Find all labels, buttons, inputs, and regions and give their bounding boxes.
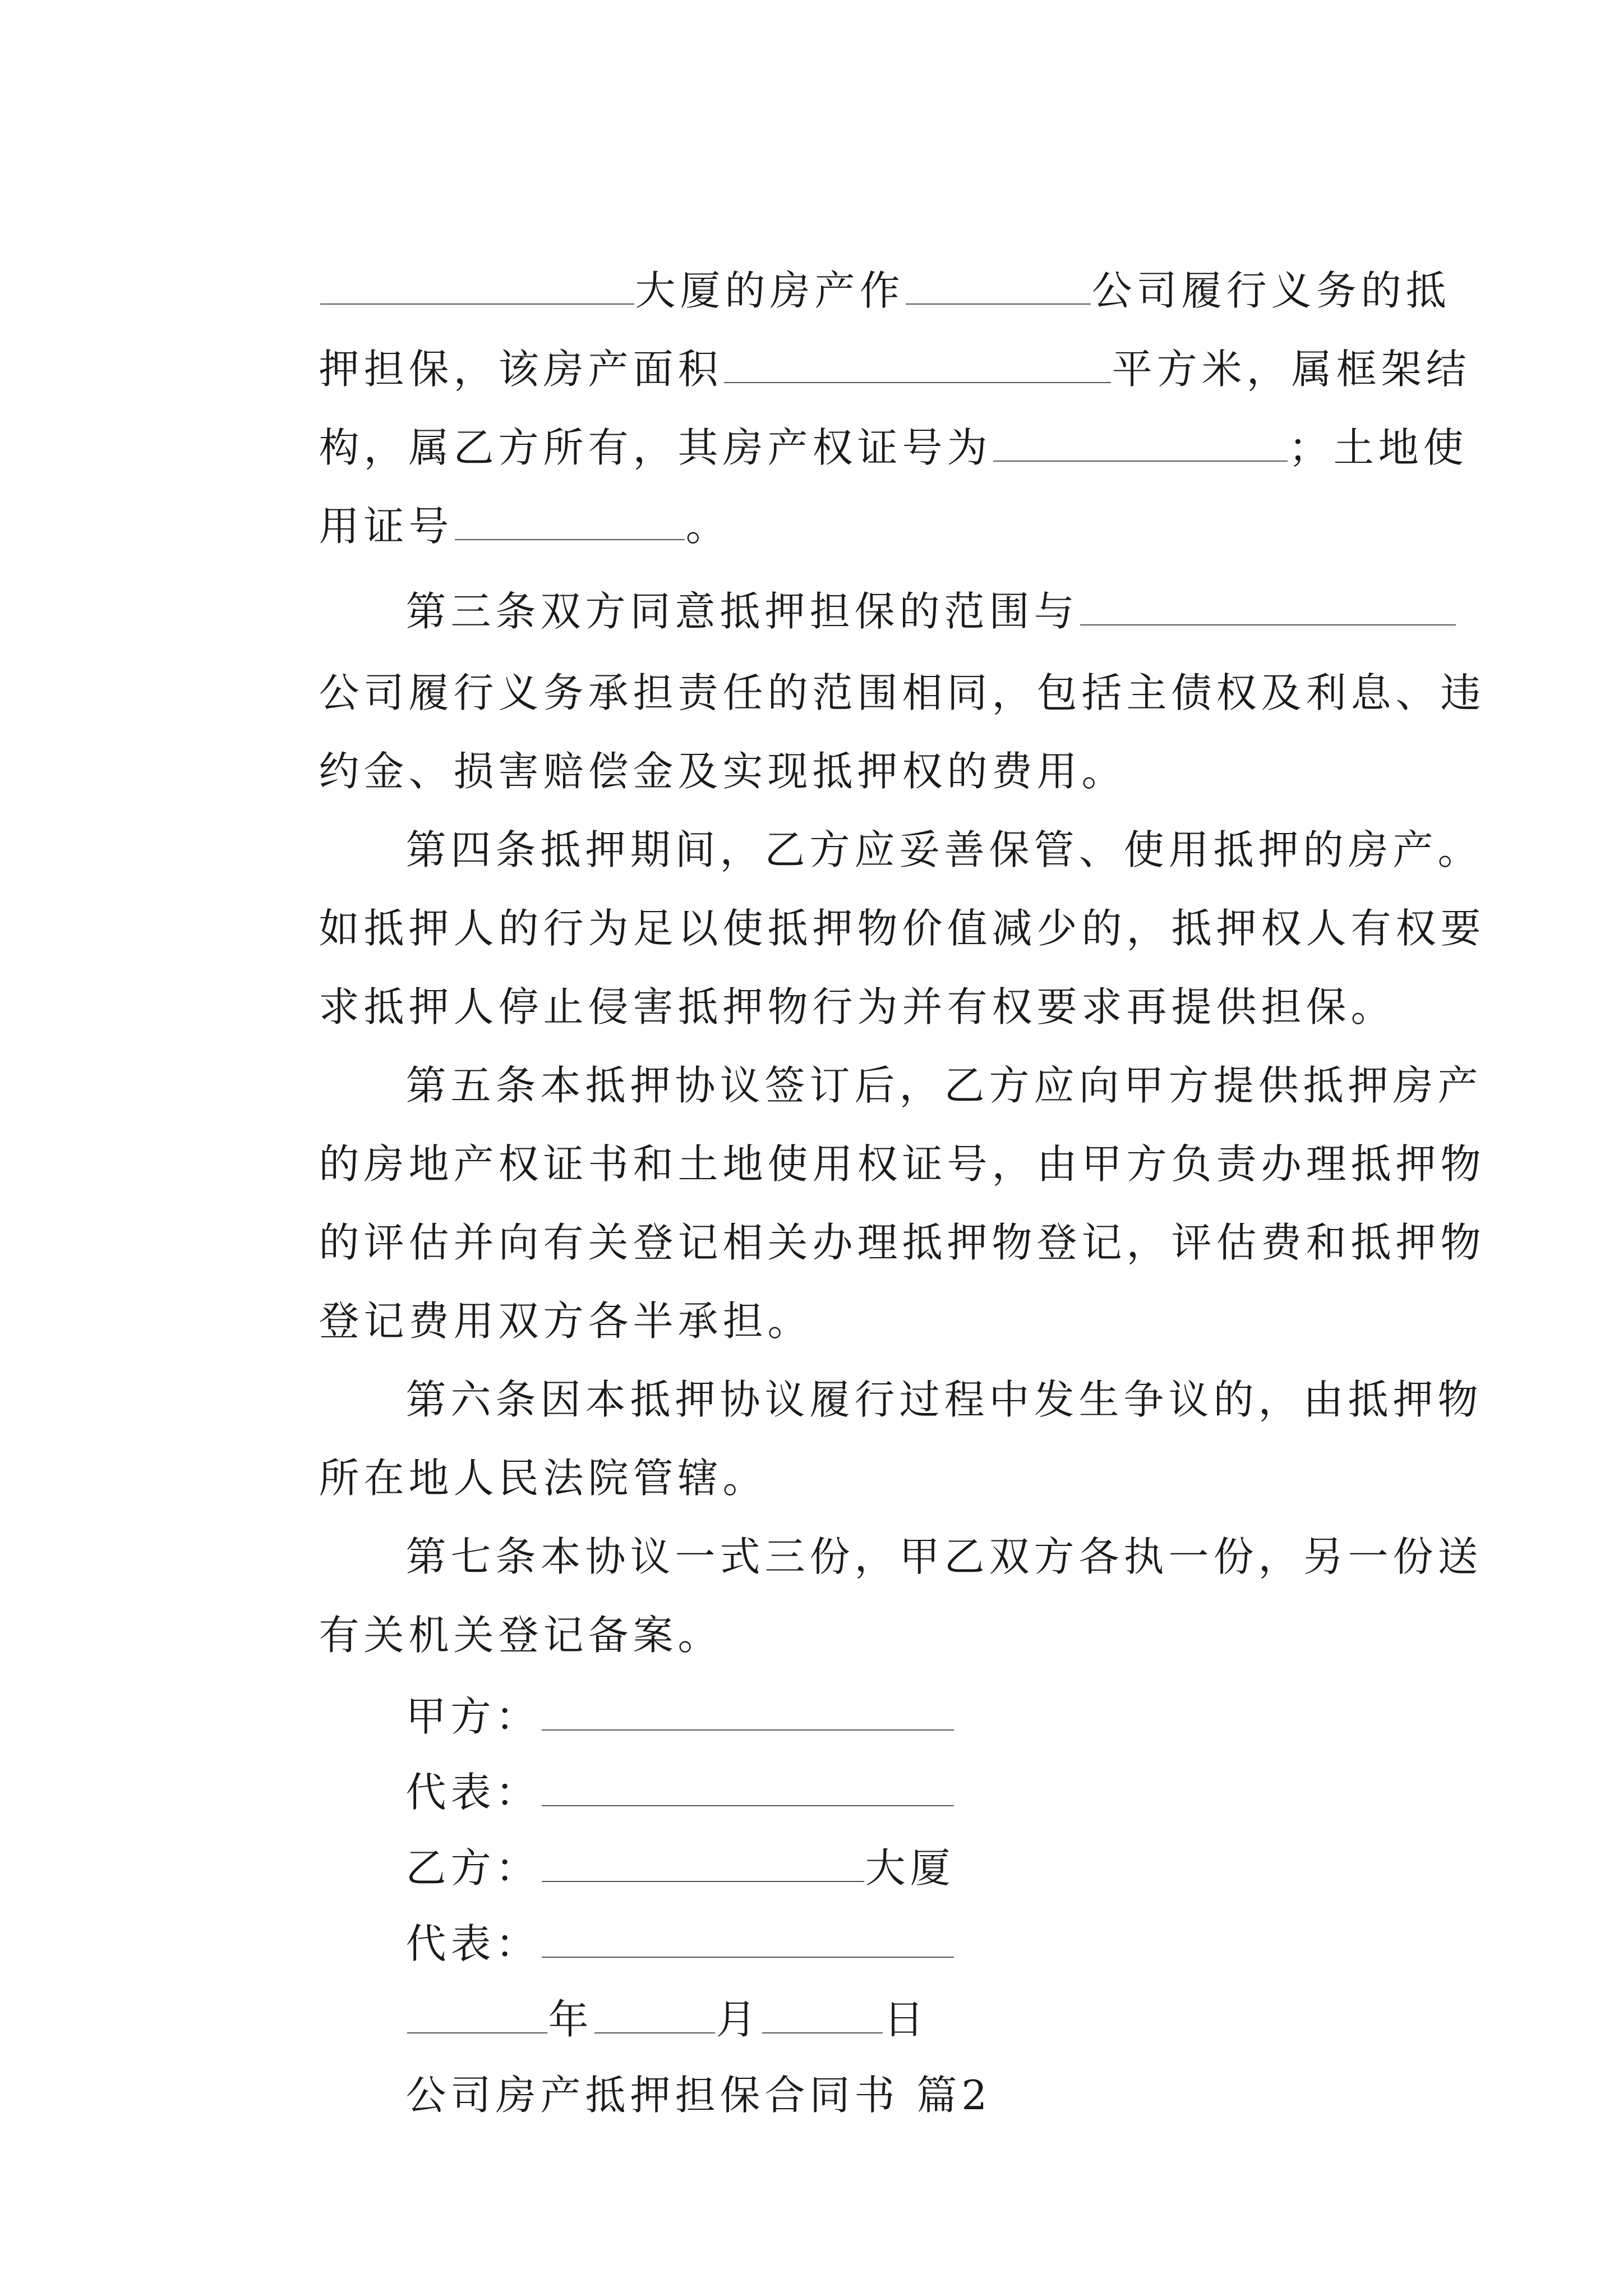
text-line [250,1063,1486,1188]
text-line [250,1142,1486,1266]
text-line [250,1220,813,1345]
text-line [336,510,1457,635]
signature-party-a [336,1616,955,1740]
text-line [250,347,1468,471]
blank-field [993,428,1288,462]
text-line [336,1299,1483,1423]
text-segment: 平方米，属框架结 [1112,346,1471,393]
text-line [336,749,1483,873]
text-segment: 第五条本抵押协议签订后，乙方应向甲方提供抵押房产 [405,1062,1483,1109]
text-segment: 求抵押人停止侵害抵押物行为并有权要求再提供担保。 [319,983,1396,1030]
text-segment: 约金、损害赔偿金及实现抵押权的费用。 [319,748,1127,795]
signature-rep-b [336,1843,955,1967]
party-a-label: 甲方： [405,1693,541,1740]
next-section-title [336,1994,992,2119]
text-line [250,906,1396,1030]
text-segment: 公司履行义务的抵 [1091,267,1451,314]
text-line [250,1377,768,1502]
date-day-label: 日 [883,1996,929,2043]
rep-a-label: 代表： [405,1769,541,1816]
text-segment: 的评估并向有关登记相关办理抵押物登记，评估费和抵押物 [319,1219,1486,1266]
text-segment: 用证号 [319,503,454,550]
text-line [250,827,1486,952]
text-segment: 构，属乙方所有，其房产权证号为 [319,424,992,471]
text-line [250,1534,723,1659]
text-line [250,268,1471,393]
text-segment: 的房地产权证书和土地使用权证号，由甲方负责办理抵押物 [319,1140,1486,1188]
text-line [336,984,1483,1109]
party-b-label: 乙方： [405,1844,541,1892]
text-segment: 大厦的房产作 [635,267,905,314]
signature-rep-a [336,1691,955,1816]
text-segment: 第四条抵押期间，乙方应妥善保管、使用抵押的房产。 [405,826,1483,873]
text-line [250,592,1486,716]
party-b-suffix: 大厦 [865,1844,955,1892]
signature-date [336,1918,929,2043]
text-segment: 如抵押人的行为足以使抵押物价值减少的，抵押权人有权要 [319,905,1486,952]
section-title-text: 公司房产抵押担保合同书 篇2 [405,2072,992,2119]
text-segment: 公司履行义务承担责任的范围相同，包括主债权及利息、违 [319,669,1486,716]
text-segment: ；土地使 [1288,424,1468,471]
text-line [250,425,731,550]
text-segment: 有关机关登记备案。 [319,1612,723,1659]
text-segment: 。 [685,503,731,550]
signature-party-b [336,1767,955,1892]
text-line [250,190,1451,314]
text-segment: 第七条本协议一式三份，甲乙双方各执一份，另一份送 [405,1533,1483,1580]
text-segment: 所在地人民法院管辖。 [319,1455,768,1502]
date-year-label: 年 [548,1996,593,2043]
text-segment: 登记费用双方各半承担。 [319,1297,813,1345]
rep-b-label: 代表： [405,1920,541,1967]
text-line [336,1456,1483,1580]
text-line [250,670,1127,795]
text-segment: 第三条双方同意抵押担保的范围与 [405,588,1079,635]
text-segment: 第六条因本抵押协议履行过程中发生争议的，由抵押物 [405,1376,1483,1423]
text-segment: 押担保，该房产面积 [319,346,723,393]
date-month-label: 月 [716,1996,761,2043]
